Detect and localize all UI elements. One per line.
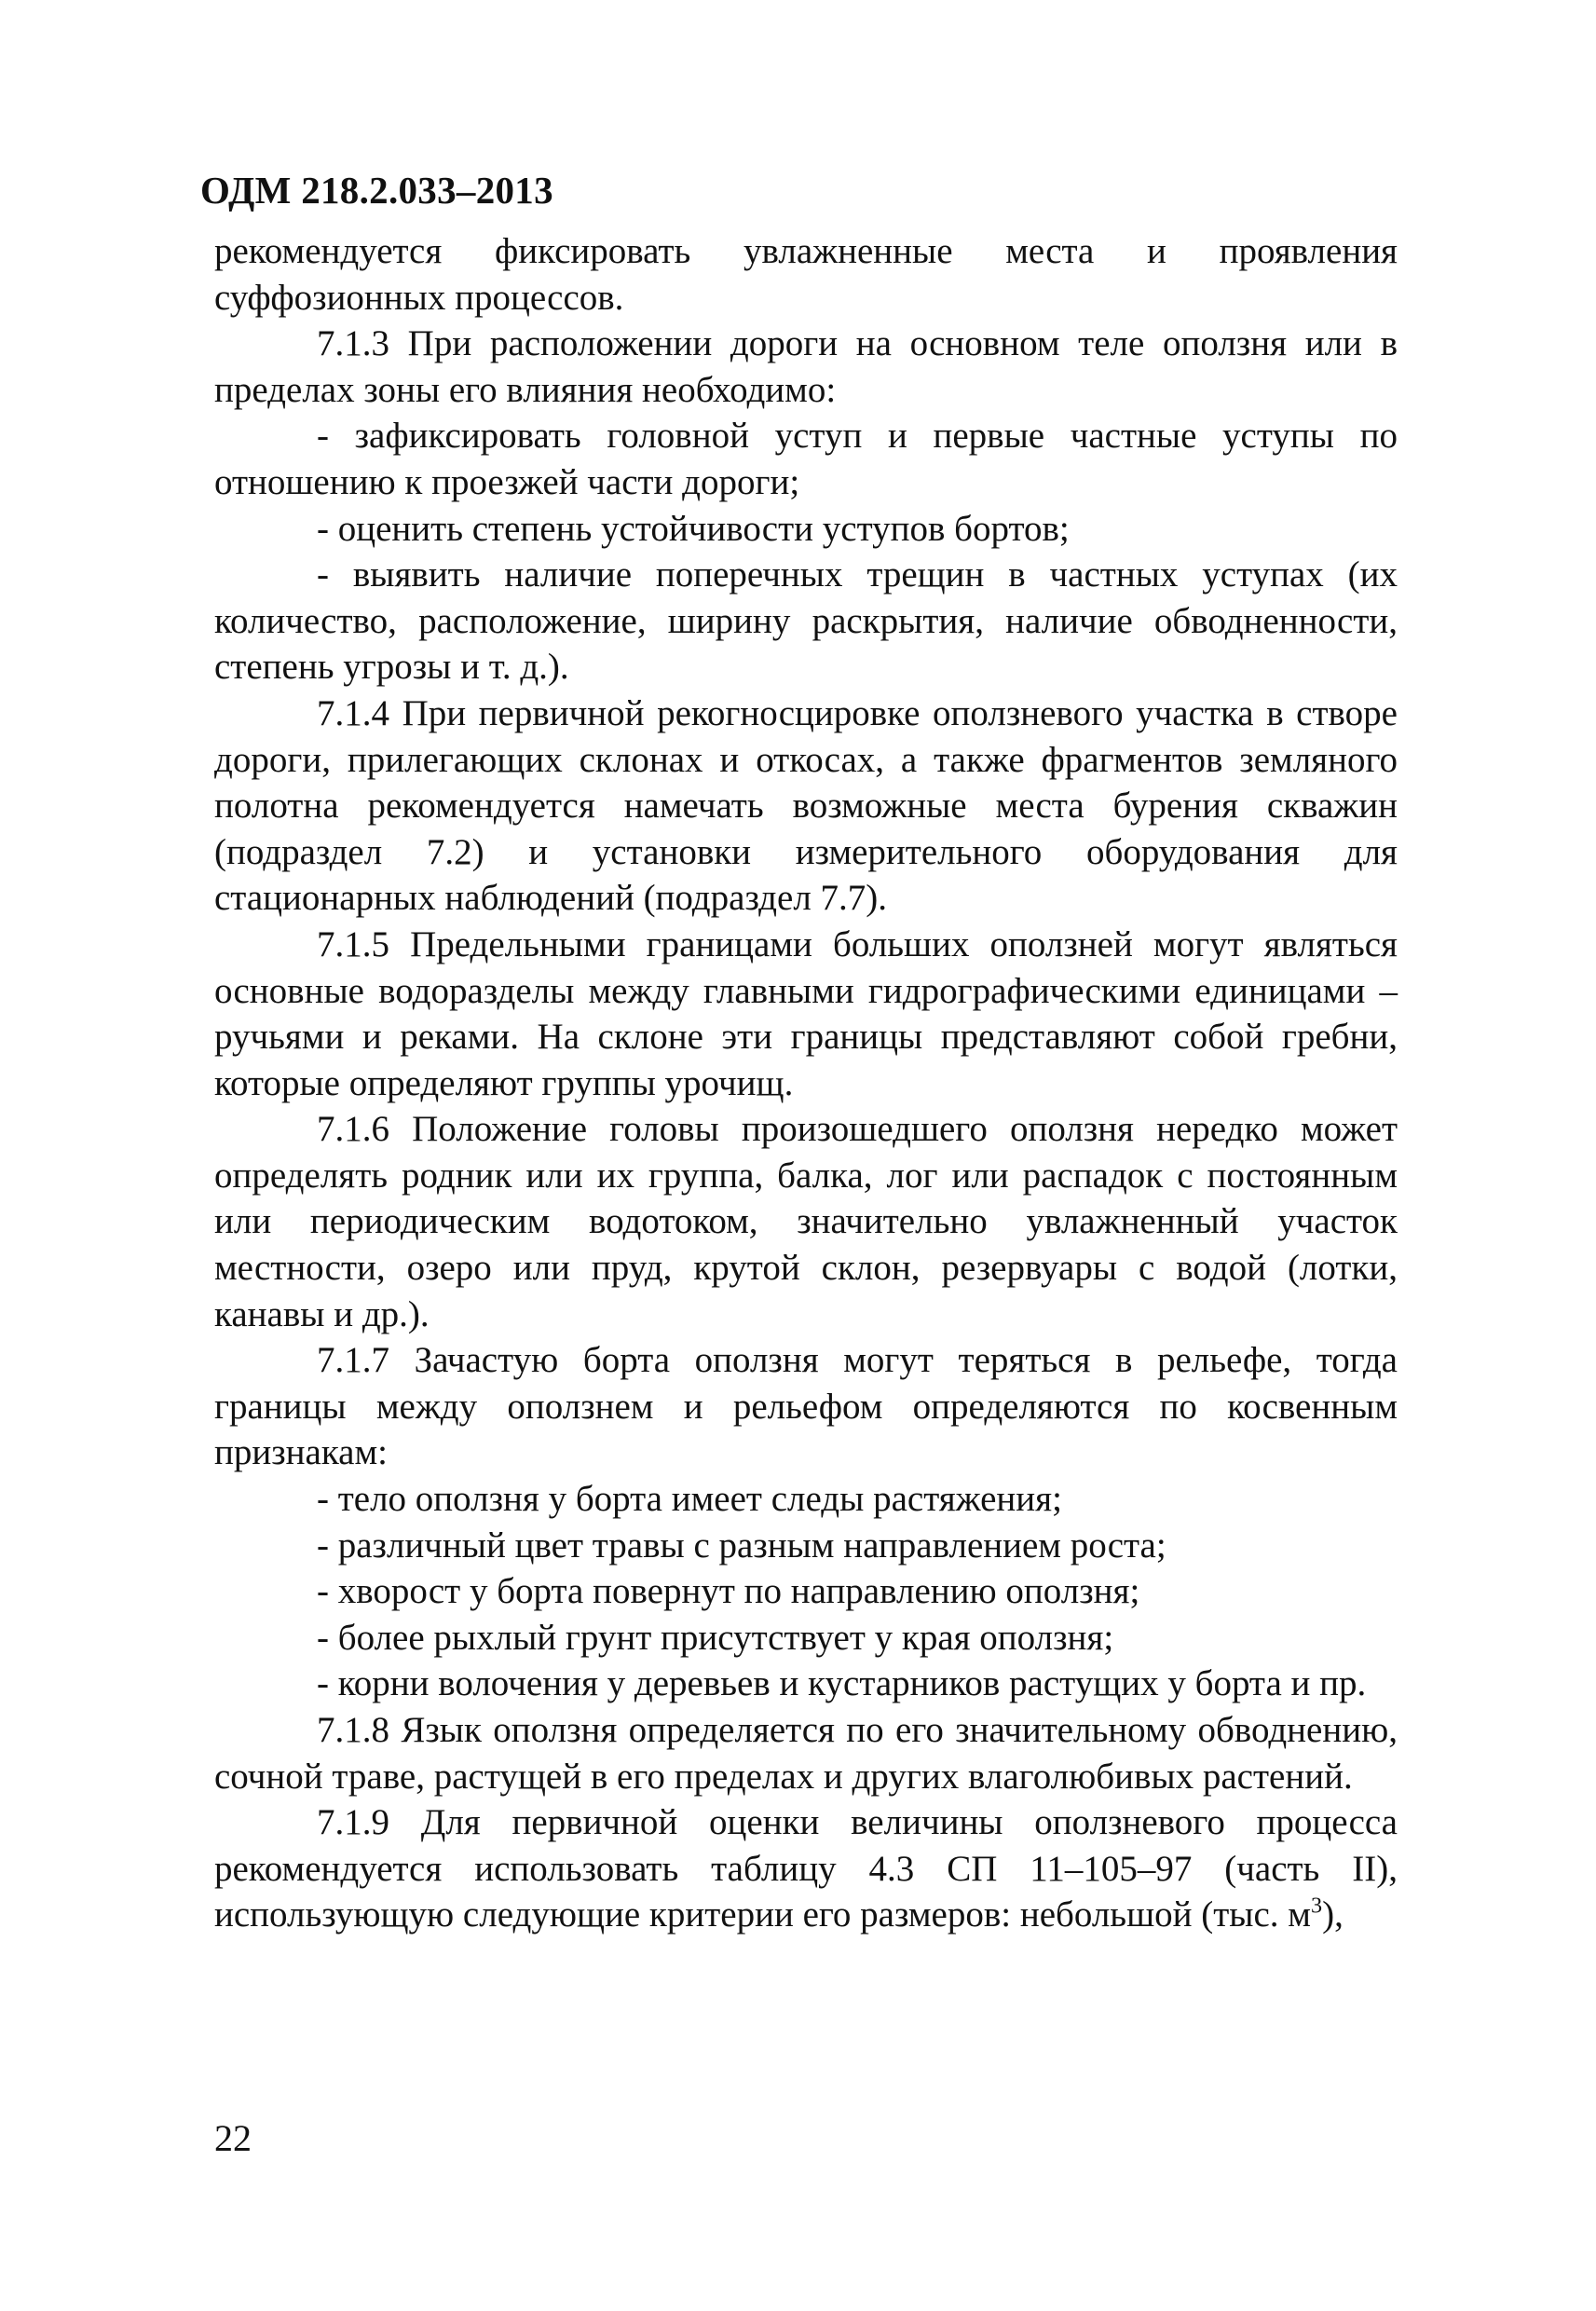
- body-text: [214, 228, 1398, 1938]
- paragraph-continuation: рекомендуется фиксировать увлажненные места и проявления суффозионных процессов.: [214, 231, 1398, 318]
- list-item-stretch-marks: - тело оползня у борта имеет следы растяжения;: [317, 1479, 1062, 1520]
- list-item-loose-soil: - более рыхлый грунт присутствует у края оползня;: [317, 1617, 1114, 1658]
- paragraph-7-1-3: 7.1.3 При расположении дороги на основном теле оползня или в пределах зоны его влияния необходимо:: [214, 323, 1398, 410]
- paragraph-7-1-9-text: 7.1.9 Для первичной оценки величины оползневого процесса рекомендуется использовать таблицу 4.3 СП 11–105–97 (часть II), использующую следующие критерии его размеров: небольшой (тыс. м: [214, 1802, 1398, 1935]
- list-item-brushwood: - хворост у борта повернут по направлению оползня;: [317, 1571, 1140, 1612]
- paragraph-7-1-7: 7.1.7 Зачастую борта оползня могут теряться в рельефе, тогда границы между оползнем и рельефом определяются по косвенным признакам:: [214, 1340, 1398, 1473]
- list-item-fix-ledges: - зафиксировать головной уступ и первые частные уступы по отношению к проезжей части дороги;: [214, 416, 1398, 502]
- document-code-header: ОДМ 218.2.033–2013: [200, 169, 553, 212]
- page-number: 22: [214, 2117, 252, 2159]
- cubic-superscript: 3: [1310, 1893, 1323, 1919]
- paragraph-7-1-8: 7.1.8 Язык оползня определяется по его значительному обводнению, сочной траве, растущей в его пределах и других влаголюбивых растений.: [214, 1710, 1398, 1797]
- paragraph-7-1-5: 7.1.5 Предельными границами больших оползней могут являться основные водоразделы между главными гидрографическими единицами – ручьями и реками. На склоне эти границы представляют собой гребни, которые определяют группы урочищ.: [214, 923, 1398, 1103]
- paragraph-7-1-9-tail: ),: [1322, 1894, 1344, 1935]
- paragraph-7-1-6: 7.1.6 Положение головы произошедшего оползня нередко может определять родник или их группа, балка, лог или распадок с постоянным или периодическим водотоком, значительно увлажненный участок местности, озеро или пруд, крутой склон, резервуары с водой (лотки, канавы и др.).: [214, 1109, 1398, 1334]
- list-item-detect-cracks: - выявить наличие поперечных трещин в частных уступах (их количество, расположение, ширину раскрытия, наличие обводненности, степень угрозы и т. д.).: [214, 554, 1398, 688]
- paragraph-7-1-9: [214, 1799, 1398, 1938]
- list-item-assess-stability: - оценить степень устойчивости уступов бортов;: [317, 508, 1070, 549]
- list-item-drag-roots: - корни волочения у деревьев и кустарников растущих у борта и пр.: [317, 1663, 1367, 1704]
- list-item-grass-color: - различный цвет травы с разным направлением роста;: [317, 1525, 1166, 1566]
- paragraph-7-1-4: 7.1.4 При первичной рекогносцировке оползневого участка в створе дороги, прилегающих склонах и откосах, а также фрагментов земляного полотна рекомендуется намечать возможные места бурения скважин (подраздел 7.2) и установки измерительного оборудования для стационарных наблюдений (подраздел 7.7).: [214, 692, 1398, 919]
